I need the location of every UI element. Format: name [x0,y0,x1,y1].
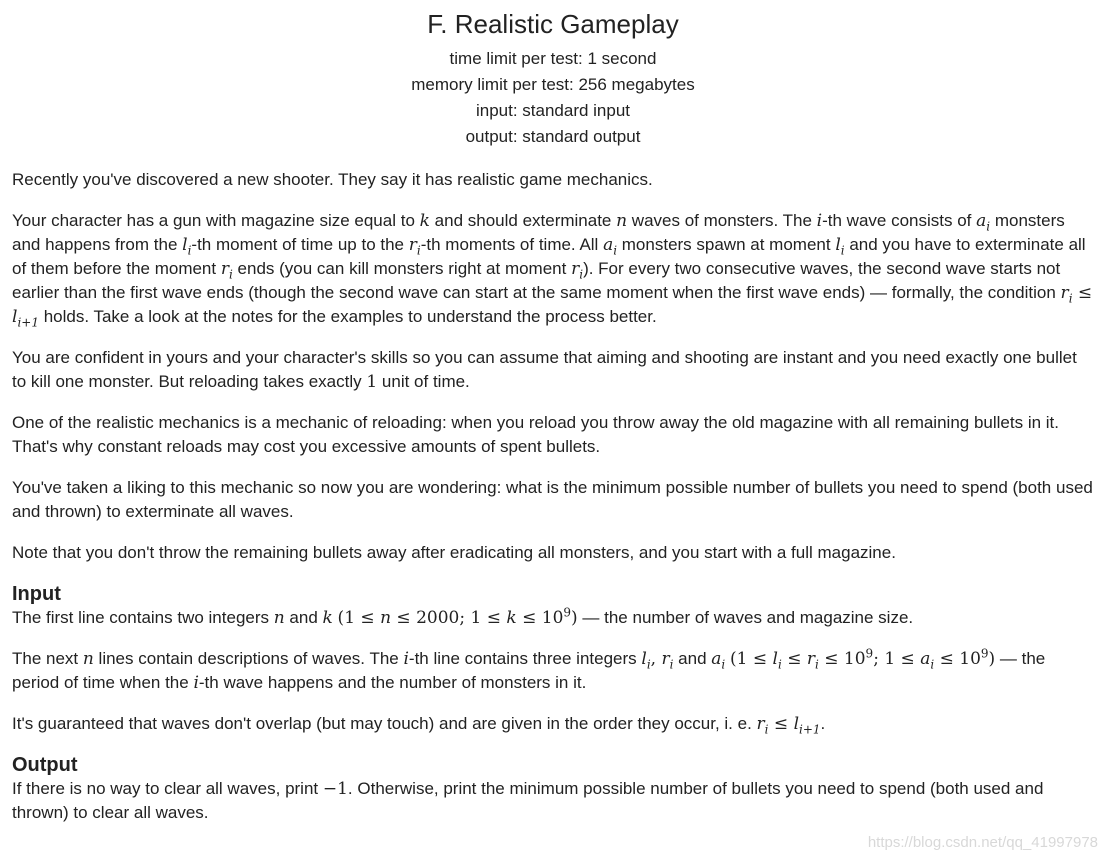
input-heading: Input [12,583,61,605]
statement-paragraph-2: Your character has a gun with magazine size equal to k and should exterminate n waves of monsters. The i-th wave consists of $a_i$ monsters and happens from the $l_i-th$ moment of time up to the $r_i-th$ moments of time. All $a_i$ monsters spawn at moment $l_i$ and you have to exterminate all of them before the moment $r_i$ ends (you can kill monsters right at moment $r_i$). For every two consecutive waves, the second wave starts not earlier than the first wave ends (though the second wave can start at the same moment when the first wave ends) — formally, the condition $r_i \le l_{i+1}$ holds. Take a look at the notes for the examples to understand the process better. [12,211,1093,330]
input-line-1: The first line contains two integers n and k (1 ≤ n ≤ 2000; $1 \le k \le 10^9$) — the number of waves and magazine size. [12,605,914,628]
output-spec: output: standard output [465,127,641,146]
input-line-2: The next n lines contain descriptions of waves. The i-th line contains three integers $l_i$, $r_i$ and $a_i$ ($1 \le l_i \le r_i \le 10^9$; $1 \le a_i \le 10^9$) — the period of time when the i-th wave happens and the number of monsters in it. [12,646,1046,693]
memory-limit: memory limit per test: 256 megabytes [411,75,695,94]
statement-paragraph-6: Note that you don't throw the remaining bullets away after eradicating all monsters, and you start with a full magazine. [12,543,896,562]
output-line: If there is no way to clear all waves, print −1. Otherwise, print the minimum possible number of bullets you need to spend (both used and thrown) to clear all waves. [12,779,1044,822]
problem-header [0,0,1106,150]
statement-paragraph-1: Recently you've discovered a new shooter. They say it has realistic game mechanics. [12,170,653,189]
statement-paragraph-4: One of the realistic mechanics is a mechanic of reloading: when you reload you throw away the old magazine with all remaining bullets in it. That's why constant reloads may cost you excessive amounts of spent bullets. [12,413,1059,456]
problem-title: F. Realistic Gameplay [427,9,679,39]
watermark: https://blog.csdn.net/qq_41997978 [867,834,1098,851]
time-limit: time limit per test: 1 second [449,49,657,68]
problem-statement [12,168,1094,842]
output-heading: Output [12,754,78,776]
statement-paragraph-3: You are confident in yours and your character's skills so you can assume that aiming and shooting are instant and you need exactly one bullet to kill one monster. But reloading takes exactly 1 unit of time. [12,348,1077,392]
statement-paragraph-5: You've taken a liking to this mechanic so now you are wondering: what is the minimum possible number of bullets you need to spend (both used and thrown) to exterminate all waves. [12,478,1093,521]
input-spec: input: standard input [475,101,631,120]
input-line-3: It's guaranteed that waves don't overlap (but may touch) and are given in the order they occur, i. e. $r_i \le l_{i+1}$. [12,714,826,737]
